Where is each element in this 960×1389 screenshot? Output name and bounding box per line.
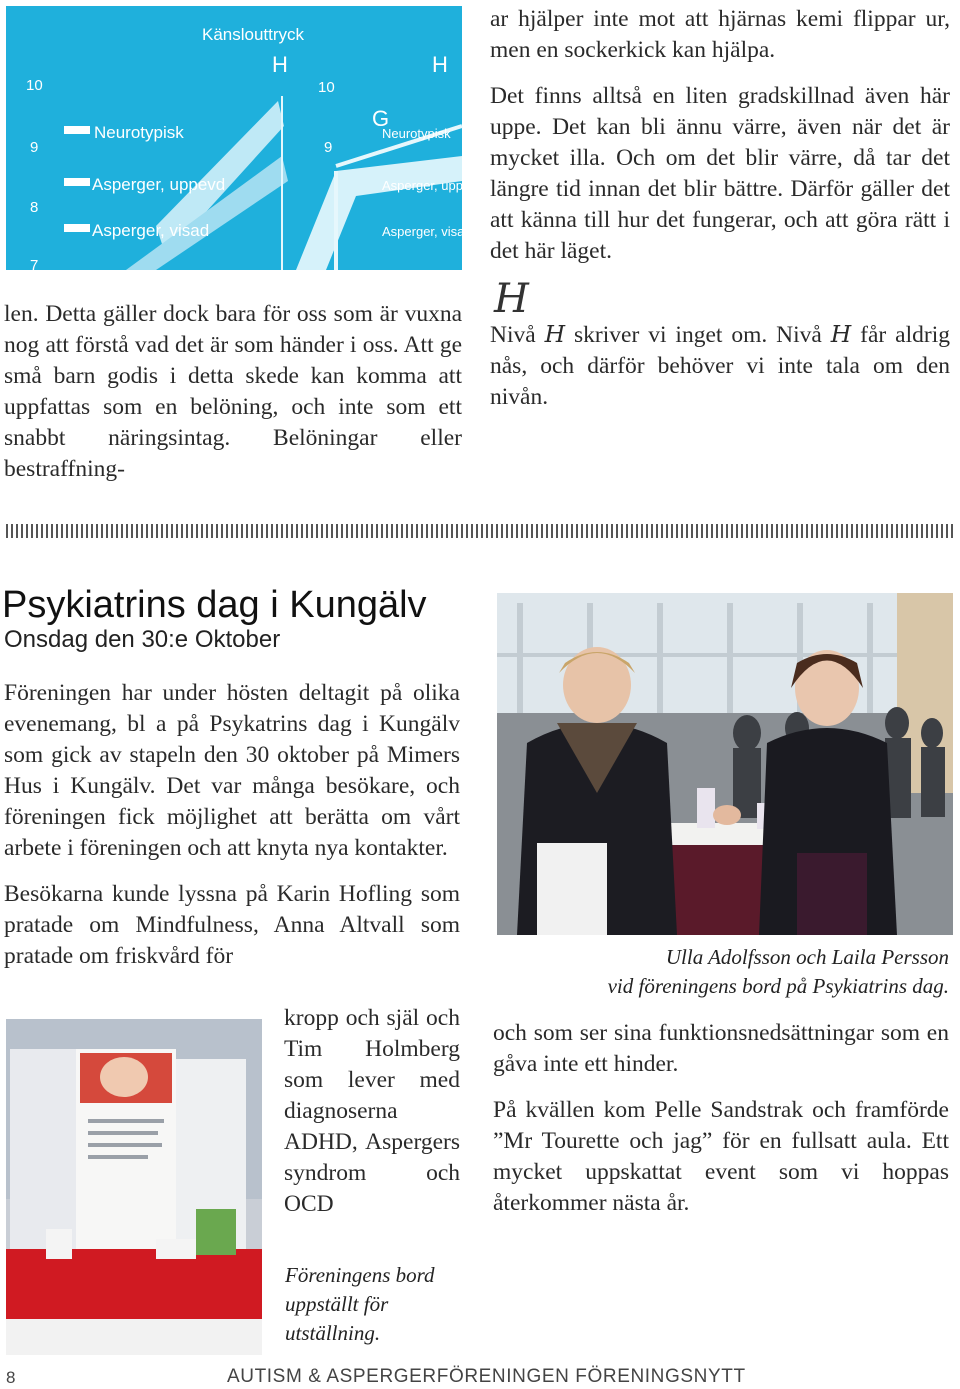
legend-swatch-1	[64, 126, 90, 134]
caption-table: Föreningens bord uppställt för utställning.	[285, 1263, 435, 1345]
photo-booth-table	[6, 1019, 262, 1355]
caption-people	[497, 943, 949, 1001]
chart-title: Känslouttryck	[202, 25, 305, 44]
level-h-paragraph	[490, 319, 950, 413]
level-text-part-1: Nivå	[490, 322, 545, 348]
caption-people-line-2: vid föreningens bord på Psykiatrins dag.	[607, 974, 949, 998]
page-number: 8	[6, 1368, 16, 1387]
article-title: Psykiatrins dag i Kungälv	[2, 584, 427, 626]
photo-table-graphic	[6, 1019, 262, 1355]
article-paragraph-1: Föreningen har under hösten deltagit på olika evenemang, bl a på Psykatrins dag i Kungälv som gick av stapeln den 30 oktober på Mimers Hus i Kungälv. Det var många besökare, och föreningen fick möjlighet att berätta om vårt arbete i föreningen och att knyta nya kontakter.	[4, 680, 460, 861]
top-right-paragraph-2: Det finns alltså en liten gradskillnad även här uppe. Det kan bli ännu värre, även när det är mycket illa. Och om det blir värre, då tar det längre tid innan det blir bättre. Därför gäller det att känna till hur det fungerar, och att göra rätt i det här läget.	[490, 83, 950, 264]
caption-people-line-1: Ulla Adolfsson och Laila Persson	[665, 945, 949, 969]
y-tick-right-1: 10	[318, 79, 335, 96]
article-wrap-column	[284, 1003, 460, 1220]
y-tick-left-2: 9	[30, 139, 39, 156]
level-h-heading: H	[494, 276, 529, 322]
y-tick-left-3: 8	[30, 199, 39, 216]
level-text-h-1: H	[544, 320, 566, 348]
article-right-column	[493, 1018, 949, 1219]
top-left-column	[4, 299, 462, 485]
level-text-h-2: H	[830, 320, 852, 348]
legend-swatch-2	[64, 178, 90, 186]
chart-letter-3: G	[372, 106, 390, 131]
footer-publication: AUTISM & ASPERGERFÖRENINGEN FÖRENINGSNYTT	[227, 1366, 746, 1387]
legend-right-1: Neurotypisk	[382, 126, 451, 141]
top-left-paragraph: len. Detta gäller dock bara för oss som är vuxna nog att förstå vad det är som händer i oss. Att ge små barn godis i detta skede kan komma att uppfattas som en belöning, och inte som ett snabbt näringsintag. Belöningar eller bestraffning-	[4, 301, 462, 482]
article-paragraph-3: och som ser sina funktionsnedsättningar som en gåva inte ett hinder.	[493, 1020, 949, 1077]
top-right-column	[490, 4, 950, 413]
article-paragraph-2-start: Besökarna kunde lyssna på Karin Hofling som pratade om Mindfulness, Anna Altvall som pratade om friskvård för	[4, 881, 460, 969]
photo-people-at-booth	[497, 593, 953, 935]
article-paragraph-2-wrap: kropp och själ och Tim Holmberg som lever med diagnoserna ADHD, Aspergers syndrom och OCD	[284, 1005, 460, 1217]
top-right-paragraph-1: ar hjälper inte mot att hjärnas kemi flippar ur, men en sockerkick kan hjälpa.	[490, 6, 950, 63]
legend-right-2: Asperger, upple	[382, 178, 474, 193]
legend-swatch-3	[64, 224, 90, 232]
legend-left-1: Neurotypisk	[94, 123, 184, 142]
legend-right-3: Asperger, visad	[382, 224, 472, 239]
chart-graphic	[6, 6, 474, 274]
article-paragraph-4: På kvällen kom Pelle Sandstrak och framförde ”Mr Tourette och jag” för en fullsatt aula. Ett mycket uppskattat event som vi hoppas återkommer nästa år.	[493, 1097, 949, 1216]
chart-letter-1: H	[272, 52, 288, 77]
photo-people-graphic	[497, 593, 953, 935]
chart-letter-2: H	[432, 52, 448, 77]
chart-image	[6, 6, 474, 274]
y-tick-right-2: 9	[324, 139, 333, 156]
legend-left-2: Asperger, uppevd	[92, 175, 226, 194]
section-divider	[6, 524, 954, 538]
article-subtitle: Onsdag den 30:e Oktober	[4, 626, 281, 653]
level-text-part-2: skriver vi inget om. Nivå	[565, 322, 831, 348]
y-tick-left-4: 7	[30, 257, 39, 274]
level-text-part-3: får aldrig nås, och därför behöver vi inte tala om den nivån.	[490, 322, 950, 410]
y-tick-left-1: 10	[26, 77, 43, 94]
legend-left-3: Asperger, visad	[92, 221, 210, 240]
article-left-column	[4, 678, 460, 972]
